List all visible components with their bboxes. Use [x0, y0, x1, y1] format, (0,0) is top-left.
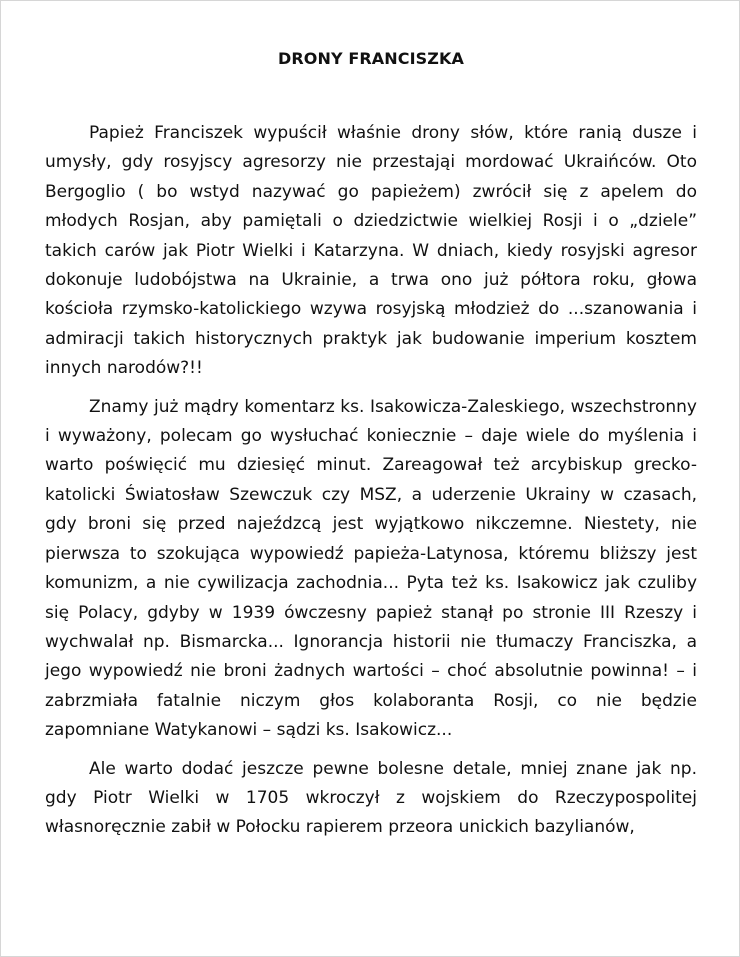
document-body [45, 119, 697, 852]
paragraph-2: Znamy już mądry komentarz ks. Isakowicza-Zaleskiego, wszechstronny i wyważony, polecam go wysłuchać koniecznie – daje wiele do myślenia i warto poświęcić mu dziesięć minut. Zareagował też arcybiskup grecko-katolicki Światosław Szewczuk czy MSZ, a uderzenie Ukrainy w czasach, gdy broni się przed najeźdzcą jest wyjątkowo nikczemne. Niestety, nie pierwsza to szokująca wypowiedź papieża-Latynosa, któremu bliższy jest komunizm, a nie cywilizacja zachodnia... Pyta też ks. Isakowicz jak czuliby się Polacy, gdyby w 1939 ówczesny papież stanął po stronie III Rzeszy i wychwalał np. Bismarcka... Ignorancja historii nie tłumaczy Franciszka, a jego wypowiedź nie broni żadnych wartości – choć absolutnie powinna! – i zabrzmiała fatalnie niczym głos kolaboranta Rosji, co nie będzie zapomniane Watykanowi – sądzi ks. Isakowicz... [45, 396, 697, 741]
document-title: DRONY FRANCISZKA [278, 49, 464, 68]
paragraph-1: Papież Franciszek wypuścił właśnie drony słów, które ranią dusze i umysły, gdy rosyjscy agresorzy nie przestająi mordować Ukraińców. Oto Bergoglio ( bo wstyd nazywać go papieżem) zwrócił się z apelem do młodych Rosjan, aby pamiętali o dziedzictwie wielkiej Rosji i o „dziele” takich carów jak Piotr Wielki i Katarzyna. W dniach, kiedy rosyjski agresor dokonuje ludobójstwa na Ukrainie, a trwa ono już półtora roku, głowa kościoła rzymsko-katolickiego wzywa rosyjską młodzież do ...szanowania i admiracji takich historycznych praktyk jak budowanie imperium kosztem innych narodów?!! [45, 123, 697, 379]
paragraph-3: Ale warto dodać jeszcze pewne bolesne detale, mniej znane jak np. gdy Piotr Wielki w 1705 wkroczył z wojskiem do Rzeczypospolitej własnoręcznie zabił w Połocku rapierem przeora unickich bazylianów, [45, 758, 697, 838]
